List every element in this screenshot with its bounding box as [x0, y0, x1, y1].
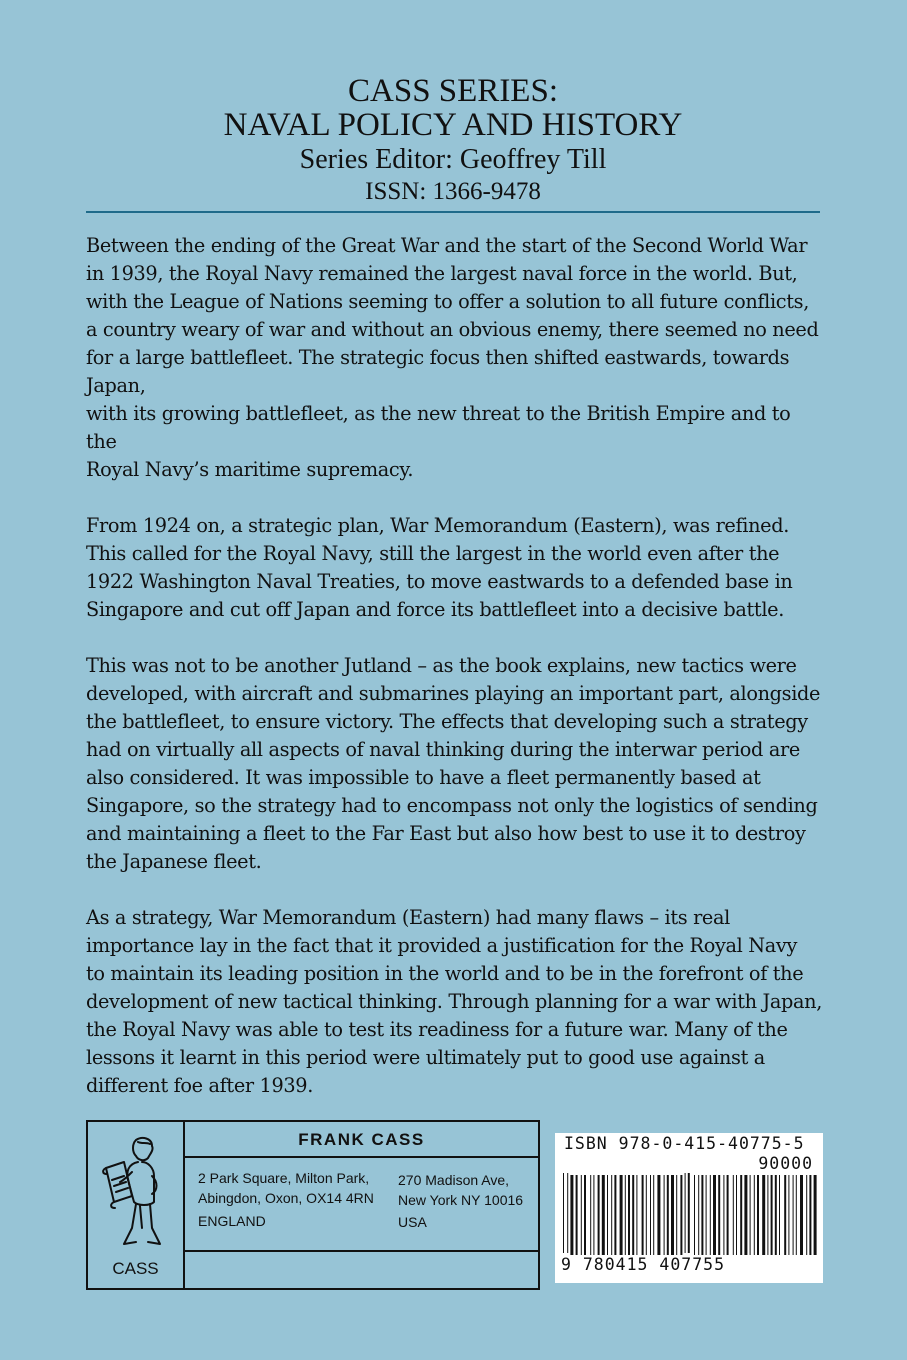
series-issn: ISSN: 1366-9478: [365, 178, 541, 205]
line: importance lay in the fact that it provided a justification for the Royal Navy: [86, 934, 798, 957]
barcode-bar: [636, 1175, 637, 1255]
barcode-bar: [754, 1175, 755, 1255]
paragraph-2: [86, 512, 826, 624]
line: in 1939, the Royal Navy remained the largest naval force in the world. But,: [86, 262, 798, 285]
isbn-barcode: [555, 1133, 823, 1283]
barcode-bar: [809, 1175, 811, 1255]
barcode-bar: [779, 1175, 780, 1255]
barcode-bar: [590, 1175, 591, 1255]
logo-text: CASS: [112, 1259, 159, 1278]
line: for a large battlefleet. The strategic focus then shifted eastwards, towards Japan,: [86, 346, 790, 397]
barcode-bar: [718, 1175, 720, 1255]
barcode-bar: [733, 1175, 734, 1255]
barcode-bar: [625, 1175, 626, 1255]
barcode-bar: [727, 1175, 729, 1255]
barcode-bar: [744, 1175, 747, 1255]
us-address: [398, 1170, 523, 1232]
address-line: 270 Madison Ave,: [398, 1172, 510, 1188]
barcode-bar: [762, 1175, 765, 1255]
line: a country weary of war and without an obvious enemy, there seemed no need: [86, 318, 819, 341]
barcode-bar: [602, 1175, 605, 1255]
line: the Royal Navy was able to test its readiness for a future war. Many of the: [86, 1018, 788, 1041]
barcode-bar: [806, 1175, 807, 1255]
line: As a strategy, War Memorandum (Eastern) had many flaws – its real: [86, 906, 730, 929]
barcode-bar: [713, 1175, 716, 1255]
price-code: 90000: [758, 1154, 813, 1173]
barcode-bar: [701, 1175, 703, 1255]
barcode-bar: [767, 1175, 768, 1255]
line: to maintain its leading position in the world and to be in the forefront of the: [86, 962, 804, 985]
series-editor: Series Editor: Geoffrey Till: [299, 144, 607, 175]
barcode-bar: [688, 1173, 690, 1253]
barcode-bar: [664, 1175, 665, 1255]
address-line: Abingdon, Oxon, OX14 4RN: [198, 1190, 374, 1206]
barcode-bar: [581, 1175, 582, 1255]
barcode-bar: [698, 1175, 699, 1255]
line: with its growing battlefleet, as the new threat to the British Empire and to the: [86, 402, 791, 453]
blurb: [86, 232, 826, 1128]
barcode-bar: [628, 1175, 630, 1255]
line: From 1924 on, a strategic plan, War Memorandum (Eastern), was refined.: [86, 514, 789, 537]
barcode-bar: [632, 1175, 634, 1255]
barcode-bar: [685, 1173, 686, 1253]
line: 1922 Washington Naval Treaties, to move eastwards to a defended base in: [86, 570, 793, 593]
line: different foe after 1939.: [86, 1074, 313, 1097]
uk-address: [198, 1168, 374, 1231]
barcode-bar: [620, 1175, 623, 1255]
barcode-bar: [667, 1175, 669, 1255]
barcode-bar: [750, 1175, 751, 1255]
line: This was not to be another Jutland – as the book explains, new tactics were: [86, 654, 797, 677]
barcode-bar: [784, 1175, 786, 1255]
scribe-figure-icon: [98, 1132, 168, 1254]
address-line: USA: [398, 1214, 427, 1230]
series-header: [86, 74, 820, 206]
barcode-bar: [570, 1175, 573, 1255]
header-divider: [86, 211, 820, 213]
barcode-bar: [671, 1175, 674, 1255]
publisher-divider-bottom: [185, 1250, 538, 1252]
barcode-bar: [694, 1175, 695, 1255]
barcode-bar: [680, 1175, 682, 1255]
barcode-bar: [800, 1175, 803, 1255]
barcode-bar: [584, 1175, 586, 1255]
barcode-digits: 9 780415 407755: [561, 1255, 726, 1274]
line: Singapore and cut off Japan and force its battlefleet into a decisive battle.: [86, 598, 784, 621]
barcode-bar: [740, 1175, 742, 1255]
barcode-bar: [657, 1175, 660, 1255]
line: the Japanese fleet.: [86, 850, 262, 873]
paragraph-3: [86, 652, 826, 876]
isbn-text: ISBN 978-0-415-40775-5: [564, 1134, 805, 1153]
line: had on virtually all aspects of naval thinking during the interwar period are: [86, 738, 800, 761]
barcode-bar: [757, 1175, 759, 1255]
line: Between the ending of the Great War and the start of the Second World War: [86, 234, 808, 257]
barcode-bar: [796, 1175, 797, 1255]
barcode-bar: [793, 1175, 794, 1255]
address-line: ENGLAND: [198, 1213, 266, 1229]
address-line: New York NY 10016: [398, 1192, 524, 1208]
publisher-name: FRANK CASS: [298, 1130, 425, 1149]
barcode-bar: [771, 1175, 773, 1255]
barcode-bar: [723, 1175, 724, 1255]
barcode-bar: [611, 1175, 612, 1255]
line: Singapore, so the strategy had to encompass not only the logistics of sending: [86, 794, 818, 817]
barcode-bar: [814, 1175, 817, 1255]
line: developed, with aircraft and submarines playing an important part, alongside: [86, 682, 821, 705]
barcode-bar: [710, 1175, 711, 1255]
barcode-bar: [676, 1175, 677, 1255]
series-title-line2: NAVAL POLICY AND HISTORY: [223, 107, 683, 143]
barcode-bar: [642, 1175, 644, 1255]
paragraph-4: [86, 904, 826, 1100]
barcode-bar: [567, 1173, 568, 1253]
series-title-line1: CASS SERIES:: [348, 73, 558, 109]
barcode-bar: [706, 1175, 707, 1255]
line: also considered. It was impossible to have a fleet permanently based at: [86, 766, 761, 789]
barcode-bar: [576, 1175, 578, 1255]
line: and maintaining a fleet to the Far East but also how best to use it to destroy: [86, 822, 806, 845]
barcode-bar: [593, 1175, 594, 1255]
publisher-box: [86, 1120, 540, 1290]
barcode-bar: [736, 1175, 737, 1255]
barcode-bar: [614, 1175, 616, 1255]
line: the battlefleet, to ensure victory. The effects that developing such a strategy: [86, 710, 808, 733]
barcode-bar: [775, 1175, 777, 1255]
barcode-bar: [598, 1175, 600, 1255]
line: with the League of Nations seeming to offer a solution to all future conflicts,: [86, 290, 809, 313]
paragraph-1: [86, 232, 826, 484]
line: This called for the Royal Navy, still the largest in the world even after the: [86, 542, 780, 565]
publisher-logo: [88, 1122, 185, 1288]
line: lessons it learnt in this period were ultimately put to good use against a: [86, 1046, 765, 1069]
barcode-bar: [653, 1175, 654, 1255]
barcode-bar: [650, 1175, 651, 1255]
line: development of new tactical thinking. Through planning for a war with Japan,: [86, 990, 823, 1013]
barcode-bar: [646, 1175, 647, 1255]
barcode-bar: [788, 1175, 789, 1255]
line: Royal Navy’s maritime supremacy.: [86, 458, 414, 481]
barcode-bar: [607, 1175, 608, 1255]
address-line: 2 Park Square, Milton Park,: [198, 1170, 370, 1186]
publisher-divider-top: [185, 1156, 538, 1158]
barcode-bar: [563, 1173, 564, 1253]
